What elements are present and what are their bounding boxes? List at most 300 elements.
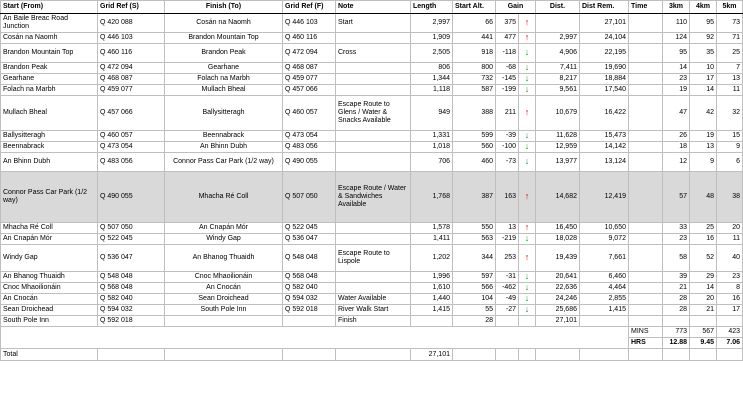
dist-rem-cell: 22,195 xyxy=(580,44,629,63)
time-cell xyxy=(629,96,663,131)
gain-arrow-cell xyxy=(519,96,536,131)
grid-s-cell: Q 594 032 xyxy=(98,305,165,316)
header-grid-f: Grid Ref (F) xyxy=(283,1,336,14)
start-alt-cell: 918 xyxy=(453,44,496,63)
dist-cell: 14,682 xyxy=(536,172,580,223)
gain-arrow-cell xyxy=(519,142,536,153)
length-cell: 1,018 xyxy=(411,142,453,153)
total-row xyxy=(1,349,743,361)
header-start-alt: Start Alt. xyxy=(453,1,496,14)
dist-rem-cell: 16,422 xyxy=(580,96,629,131)
hrs-4km: 9.45 xyxy=(690,338,717,349)
dist-rem-cell: 7,661 xyxy=(580,245,629,272)
arrow-down-icon: ↓ xyxy=(524,304,530,314)
time-5km-cell: 71 xyxy=(717,33,743,44)
start-alt-cell: 388 xyxy=(453,96,496,131)
start-alt-cell: 104 xyxy=(453,294,496,305)
time-cell xyxy=(629,44,663,63)
table-row xyxy=(1,294,743,305)
time-3km-cell: 19 xyxy=(663,85,690,96)
dist-cell: 8,217 xyxy=(536,74,580,85)
arrow-down-icon: ↓ xyxy=(524,141,530,151)
gain-cell: -27 xyxy=(496,305,519,316)
header-finish: Finish (To) xyxy=(165,1,283,14)
start-cell: Cosán na Naomh xyxy=(1,33,98,44)
time-4km-cell: 35 xyxy=(690,44,717,63)
dist-cell: 19,439 xyxy=(536,245,580,272)
time-5km-cell: 9 xyxy=(717,142,743,153)
time-4km-cell: 14 xyxy=(690,283,717,294)
time-4km-cell: 17 xyxy=(690,74,717,85)
mins-5km: 423 xyxy=(717,327,743,338)
grid-f-cell xyxy=(283,316,336,327)
time-3km-cell: 33 xyxy=(663,223,690,234)
dist-cell: 2,997 xyxy=(536,33,580,44)
time-4km-cell: 52 xyxy=(690,245,717,272)
dist-cell: 18,028 xyxy=(536,234,580,245)
time-5km-cell: 6 xyxy=(717,153,743,172)
start-cell: An Bhinn Dubh xyxy=(1,153,98,172)
table-row xyxy=(1,234,743,245)
time-cell xyxy=(629,172,663,223)
time-5km-cell: 32 xyxy=(717,96,743,131)
time-cell xyxy=(629,74,663,85)
length-cell: 1,202 xyxy=(411,245,453,272)
grid-f-cell: Q 592 018 xyxy=(283,305,336,316)
time-4km-cell: 13 xyxy=(690,142,717,153)
time-5km-cell: 20 xyxy=(717,223,743,234)
gain-arrow-cell xyxy=(519,272,536,283)
grid-f-cell: Q 446 103 xyxy=(283,14,336,33)
arrow-down-icon: ↓ xyxy=(524,271,530,281)
start-alt-cell: 55 xyxy=(453,305,496,316)
table-row xyxy=(1,153,743,172)
grid-f-cell: Q 594 032 xyxy=(283,294,336,305)
table-row xyxy=(1,63,743,74)
arrow-up-icon: ↑ xyxy=(524,191,530,201)
header-row xyxy=(1,1,743,14)
header-gain: Gain xyxy=(496,1,536,14)
grid-s-cell: Q 490 055 xyxy=(98,172,165,223)
gain-arrow-cell xyxy=(519,131,536,142)
start-cell: Folach na Marbh xyxy=(1,85,98,96)
time-5km-cell: 11 xyxy=(717,85,743,96)
dist-rem-cell: 24,104 xyxy=(580,33,629,44)
dist-rem-cell: 19,690 xyxy=(580,63,629,74)
note-cell xyxy=(336,272,411,283)
time-4km-cell: 14 xyxy=(690,85,717,96)
grid-f-cell: Q 490 055 xyxy=(283,153,336,172)
gain-arrow-cell xyxy=(519,305,536,316)
note-cell xyxy=(336,223,411,234)
grid-s-cell: Q 568 048 xyxy=(98,283,165,294)
length-cell: 1,118 xyxy=(411,85,453,96)
note-cell: Water Available xyxy=(336,294,411,305)
mins-4km: 567 xyxy=(690,327,717,338)
finish-cell: An Bhanog Thuaidh xyxy=(165,245,283,272)
table-row xyxy=(1,223,743,234)
hrs-row xyxy=(1,338,743,349)
dist-cell: 13,977 xyxy=(536,153,580,172)
header-grid-s: Grid Ref (S) xyxy=(98,1,165,14)
arrow-down-icon: ↓ xyxy=(524,47,530,57)
note-cell xyxy=(336,74,411,85)
grid-f-cell: Q 472 094 xyxy=(283,44,336,63)
time-3km-cell: 26 xyxy=(663,131,690,142)
gain-cell: 163 xyxy=(496,172,519,223)
table-row xyxy=(1,142,743,153)
dist-rem-cell: 14,142 xyxy=(580,142,629,153)
time-5km-cell: 17 xyxy=(717,305,743,316)
time-cell xyxy=(629,223,663,234)
finish-cell: Connor Pass Car Park (1/2 way) xyxy=(165,153,283,172)
start-cell: Brandon Peak xyxy=(1,63,98,74)
start-alt-cell: 597 xyxy=(453,272,496,283)
dist-cell: 27,101 xyxy=(536,316,580,327)
time-4km-cell: 19 xyxy=(690,131,717,142)
gain-arrow-cell xyxy=(519,33,536,44)
start-alt-cell: 599 xyxy=(453,131,496,142)
finish-cell: Ballysitteragh xyxy=(165,96,283,131)
header-3km: 3km xyxy=(663,1,690,14)
finish-cell: An Bhinn Dubh xyxy=(165,142,283,153)
gain-arrow-cell xyxy=(519,85,536,96)
mins-label: MINS xyxy=(629,327,663,338)
dist-cell: 11,628 xyxy=(536,131,580,142)
dist-rem-cell: 4,464 xyxy=(580,283,629,294)
dist-rem-cell: 1,415 xyxy=(580,305,629,316)
dist-rem-cell: 12,419 xyxy=(580,172,629,223)
header-start: Start (From) xyxy=(1,1,98,14)
table-row xyxy=(1,74,743,85)
note-cell: Escape Route to Lispole xyxy=(336,245,411,272)
grid-s-cell: Q 473 054 xyxy=(98,142,165,153)
start-cell: Beennabrack xyxy=(1,142,98,153)
start-alt-cell: 66 xyxy=(453,14,496,33)
header-4km: 4km xyxy=(690,1,717,14)
gain-cell: 13 xyxy=(496,223,519,234)
start-cell: Mullach Bheal xyxy=(1,96,98,131)
time-5km-cell: 11 xyxy=(717,234,743,245)
hrs-3km: 12.88 xyxy=(663,338,690,349)
dist-rem-cell: 18,884 xyxy=(580,74,629,85)
start-alt-cell: 550 xyxy=(453,223,496,234)
time-cell xyxy=(629,294,663,305)
finish-cell: An Cnapán Mór xyxy=(165,223,283,234)
grid-f-cell: Q 473 054 xyxy=(283,131,336,142)
arrow-down-icon: ↓ xyxy=(524,233,530,243)
finish-cell: Brandon Peak xyxy=(165,44,283,63)
dist-cell: 25,686 xyxy=(536,305,580,316)
note-cell xyxy=(336,283,411,294)
dist-cell: 22,636 xyxy=(536,283,580,294)
time-cell xyxy=(629,142,663,153)
length-cell: 1,440 xyxy=(411,294,453,305)
gain-cell: -145 xyxy=(496,74,519,85)
time-5km-cell: 7 xyxy=(717,63,743,74)
gain-arrow-cell xyxy=(519,316,536,327)
grid-s-cell: Q 459 077 xyxy=(98,85,165,96)
dist-cell: 24,246 xyxy=(536,294,580,305)
time-cell xyxy=(629,234,663,245)
gain-arrow-cell xyxy=(519,44,536,63)
gain-arrow-cell xyxy=(519,172,536,223)
time-4km-cell: 10 xyxy=(690,63,717,74)
length-cell: 1,578 xyxy=(411,223,453,234)
finish-cell: Mullach Bheal xyxy=(165,85,283,96)
finish-cell: Windy Gap xyxy=(165,234,283,245)
grid-s-cell: Q 472 094 xyxy=(98,63,165,74)
arrow-down-icon: ↓ xyxy=(524,84,530,94)
grid-s-cell: Q 507 050 xyxy=(98,223,165,234)
time-4km-cell: 16 xyxy=(690,234,717,245)
gain-arrow-cell xyxy=(519,74,536,85)
table-row xyxy=(1,272,743,283)
arrow-down-icon: ↓ xyxy=(524,293,530,303)
start-alt-cell: 387 xyxy=(453,172,496,223)
header-5km: 5km xyxy=(717,1,743,14)
start-alt-cell: 441 xyxy=(453,33,496,44)
grid-s-cell: Q 446 103 xyxy=(98,33,165,44)
time-3km-cell: 23 xyxy=(663,74,690,85)
time-4km-cell: 48 xyxy=(690,172,717,223)
gain-cell: -100 xyxy=(496,142,519,153)
finish-cell: Sean Droichead xyxy=(165,294,283,305)
note-cell: River Walk Start xyxy=(336,305,411,316)
grid-s-cell: Q 522 045 xyxy=(98,234,165,245)
arrow-down-icon: ↓ xyxy=(524,282,530,292)
arrow-up-icon: ↑ xyxy=(524,107,530,117)
dist-rem-cell: 15,473 xyxy=(580,131,629,142)
grid-f-cell: Q 507 050 xyxy=(283,172,336,223)
note-cell xyxy=(336,142,411,153)
time-5km-cell: 40 xyxy=(717,245,743,272)
time-cell xyxy=(629,305,663,316)
finish-cell xyxy=(165,316,283,327)
finish-cell: Cosán na Naomh xyxy=(165,14,283,33)
mins-row xyxy=(1,327,743,338)
time-cell xyxy=(629,245,663,272)
note-cell: Cross xyxy=(336,44,411,63)
grid-s-cell: Q 420 088 xyxy=(98,14,165,33)
time-cell xyxy=(629,272,663,283)
length-cell: 706 xyxy=(411,153,453,172)
time-cell xyxy=(629,14,663,33)
length-cell: 806 xyxy=(411,63,453,74)
grid-s-cell: Q 536 047 xyxy=(98,245,165,272)
length-cell: 1,344 xyxy=(411,74,453,85)
grid-s-cell: Q 582 040 xyxy=(98,294,165,305)
table-row xyxy=(1,44,743,63)
note-cell xyxy=(336,131,411,142)
length-cell: 1,415 xyxy=(411,305,453,316)
time-cell xyxy=(629,316,663,327)
time-cell xyxy=(629,153,663,172)
gain-cell: -118 xyxy=(496,44,519,63)
grid-f-cell: Q 468 087 xyxy=(283,63,336,74)
grid-f-cell: Q 548 048 xyxy=(283,245,336,272)
gain-cell: -462 xyxy=(496,283,519,294)
dist-cell: 20,641 xyxy=(536,272,580,283)
gain-arrow-cell xyxy=(519,14,536,33)
arrow-down-icon: ↓ xyxy=(524,130,530,140)
time-5km-cell: 13 xyxy=(717,74,743,85)
table-row xyxy=(1,316,743,327)
dist-cell xyxy=(536,14,580,33)
length-cell: 1,331 xyxy=(411,131,453,142)
start-cell: An Bhanog Thuaidh xyxy=(1,272,98,283)
time-5km-cell: 15 xyxy=(717,131,743,142)
dist-rem-cell: 6,460 xyxy=(580,272,629,283)
time-5km-cell: 8 xyxy=(717,283,743,294)
dist-cell: 12,959 xyxy=(536,142,580,153)
start-alt-cell: 560 xyxy=(453,142,496,153)
gain-arrow-cell xyxy=(519,234,536,245)
start-cell: Ballysitteragh xyxy=(1,131,98,142)
start-alt-cell: 800 xyxy=(453,63,496,74)
table-row xyxy=(1,283,743,294)
header-note: Note xyxy=(336,1,411,14)
finish-cell: Beennabrack xyxy=(165,131,283,142)
time-5km-cell: 25 xyxy=(717,44,743,63)
length-cell: 2,505 xyxy=(411,44,453,63)
time-3km-cell: 28 xyxy=(663,294,690,305)
table-row xyxy=(1,245,743,272)
finish-cell: Gearhane xyxy=(165,63,283,74)
length-cell: 1,909 xyxy=(411,33,453,44)
dist-rem-cell: 2,855 xyxy=(580,294,629,305)
start-alt-cell: 28 xyxy=(453,316,496,327)
time-3km-cell: 12 xyxy=(663,153,690,172)
time-3km-cell: 23 xyxy=(663,234,690,245)
start-alt-cell: 566 xyxy=(453,283,496,294)
finish-cell: Cnoc Mhaoilionáin xyxy=(165,272,283,283)
grid-f-cell: Q 522 045 xyxy=(283,223,336,234)
gain-arrow-cell xyxy=(519,294,536,305)
start-cell: An Cnocán xyxy=(1,294,98,305)
dist-cell: 4,906 xyxy=(536,44,580,63)
time-4km-cell: 20 xyxy=(690,294,717,305)
arrow-up-icon: ↑ xyxy=(524,252,530,262)
grid-f-cell: Q 460 057 xyxy=(283,96,336,131)
table-row xyxy=(1,305,743,316)
time-4km-cell: 29 xyxy=(690,272,717,283)
start-cell: Mhacha Ré Coll xyxy=(1,223,98,234)
dist-rem-cell: 13,124 xyxy=(580,153,629,172)
start-alt-cell: 344 xyxy=(453,245,496,272)
time-4km-cell: 21 xyxy=(690,305,717,316)
arrow-down-icon: ↓ xyxy=(524,62,530,72)
table-row xyxy=(1,172,743,223)
gain-cell: -31 xyxy=(496,272,519,283)
time-5km-cell xyxy=(717,316,743,327)
dist-cell: 16,450 xyxy=(536,223,580,234)
gain-cell xyxy=(496,316,519,327)
gain-cell: -73 xyxy=(496,153,519,172)
header-dist: Dist. xyxy=(536,1,580,14)
grid-f-cell: Q 568 048 xyxy=(283,272,336,283)
finish-cell: Brandon Mountain Top xyxy=(165,33,283,44)
hrs-label: HRS xyxy=(629,338,663,349)
gain-cell: -199 xyxy=(496,85,519,96)
gain-arrow-cell xyxy=(519,153,536,172)
grid-s-cell: Q 460 057 xyxy=(98,131,165,142)
note-cell xyxy=(336,153,411,172)
gain-arrow-cell xyxy=(519,245,536,272)
total-length: 27,101 xyxy=(411,349,453,361)
time-4km-cell xyxy=(690,316,717,327)
time-5km-cell: 23 xyxy=(717,272,743,283)
grid-f-cell: Q 582 040 xyxy=(283,283,336,294)
total-label: Total xyxy=(1,349,98,361)
finish-cell: South Pole Inn xyxy=(165,305,283,316)
gain-arrow-cell xyxy=(519,283,536,294)
arrow-down-icon: ↓ xyxy=(524,73,530,83)
start-cell: Sean Droichead xyxy=(1,305,98,316)
finish-cell: An Cnocán xyxy=(165,283,283,294)
note-cell: Start xyxy=(336,14,411,33)
start-cell: An Baile Breac Road Junction xyxy=(1,14,98,33)
time-3km-cell: 14 xyxy=(663,63,690,74)
grid-f-cell: Q 457 066 xyxy=(283,85,336,96)
time-cell xyxy=(629,33,663,44)
table-body xyxy=(1,14,743,327)
dist-rem-cell: 17,540 xyxy=(580,85,629,96)
table-row xyxy=(1,131,743,142)
grid-s-cell: Q 457 066 xyxy=(98,96,165,131)
start-alt-cell: 563 xyxy=(453,234,496,245)
grid-f-cell: Q 460 116 xyxy=(283,33,336,44)
length-cell: 1,996 xyxy=(411,272,453,283)
note-cell xyxy=(336,33,411,44)
grid-s-cell: Q 592 018 xyxy=(98,316,165,327)
gain-arrow-cell xyxy=(519,63,536,74)
start-alt-cell: 460 xyxy=(453,153,496,172)
header-length: Length xyxy=(411,1,453,14)
time-cell xyxy=(629,63,663,74)
length-cell: 2,997 xyxy=(411,14,453,33)
start-cell: Brandon Mountain Top xyxy=(1,44,98,63)
grid-s-cell: Q 460 116 xyxy=(98,44,165,63)
grid-f-cell: Q 536 047 xyxy=(283,234,336,245)
dist-rem-cell xyxy=(580,316,629,327)
grid-s-cell: Q 483 056 xyxy=(98,153,165,172)
start-cell: Gearhane xyxy=(1,74,98,85)
dist-cell: 10,679 xyxy=(536,96,580,131)
gain-cell: 375 xyxy=(496,14,519,33)
header-time: Time xyxy=(629,1,663,14)
length-cell: 1,411 xyxy=(411,234,453,245)
gain-cell: -219 xyxy=(496,234,519,245)
grid-f-cell: Q 459 077 xyxy=(283,74,336,85)
gain-cell: 211 xyxy=(496,96,519,131)
grid-s-cell: Q 468 087 xyxy=(98,74,165,85)
gain-cell: -49 xyxy=(496,294,519,305)
length-cell: 949 xyxy=(411,96,453,131)
arrow-up-icon: ↑ xyxy=(524,222,530,232)
time-4km-cell: 9 xyxy=(690,153,717,172)
time-3km-cell: 110 xyxy=(663,14,690,33)
time-3km-cell: 28 xyxy=(663,305,690,316)
gain-arrow-cell xyxy=(519,223,536,234)
time-3km-cell: 39 xyxy=(663,272,690,283)
arrow-up-icon: ↑ xyxy=(524,17,530,27)
start-alt-cell: 732 xyxy=(453,74,496,85)
time-3km-cell: 21 xyxy=(663,283,690,294)
table-row xyxy=(1,33,743,44)
time-cell xyxy=(629,85,663,96)
length-cell: 1,768 xyxy=(411,172,453,223)
